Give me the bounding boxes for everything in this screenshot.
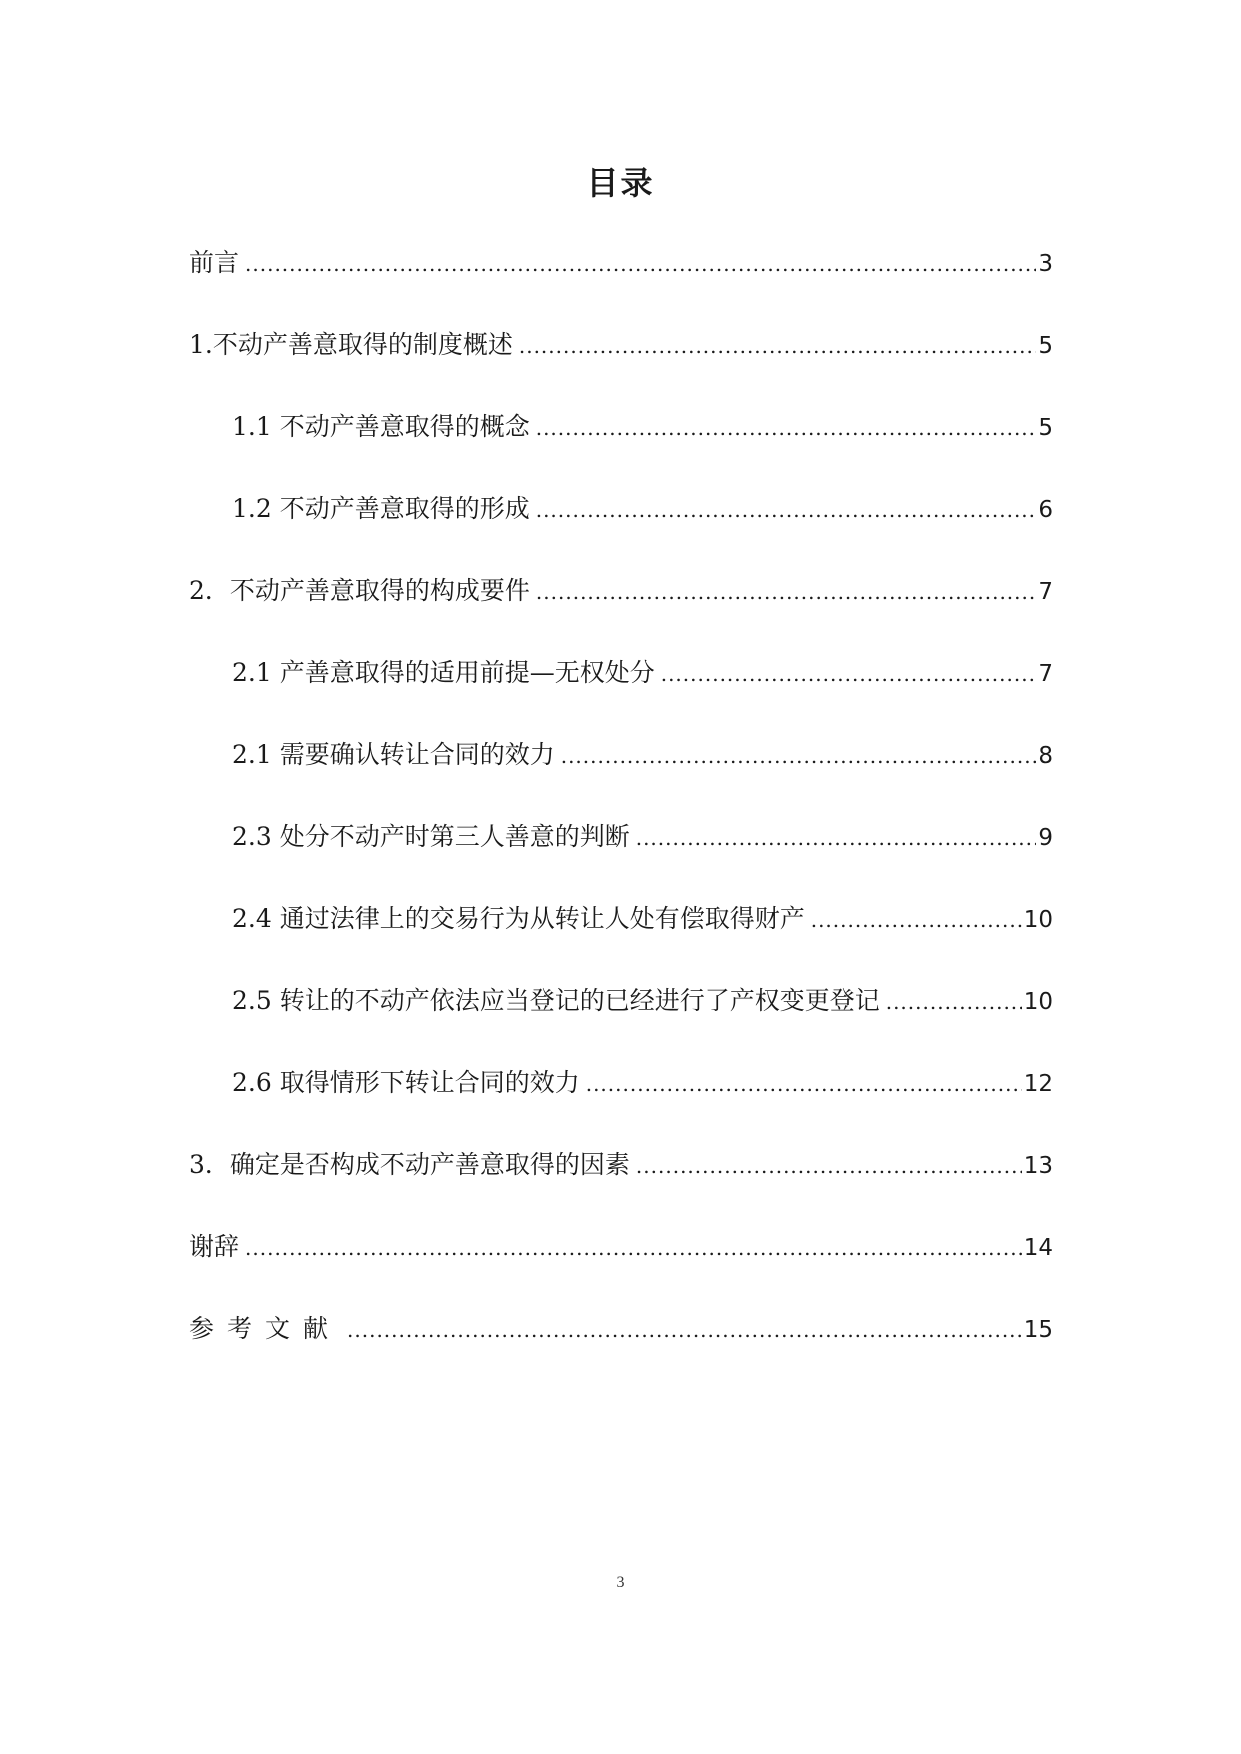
toc-entry[interactable] [189,1314,1053,1396]
toc-entry-title: 2.5 转让的不动产依法应当登记的已经进行了产权变更登记 [232,986,880,1015]
dot-leader [661,659,1037,689]
toc-entry-title: 前言 [189,248,240,277]
toc-entry-title: 1.不动产善意取得的制度概述 [189,330,513,359]
toc-entry[interactable] [189,576,1053,658]
dot-leader [245,249,1036,279]
table-of-contents [189,248,1053,1396]
toc-entry-title: 3．确定是否构成不动产善意取得的因素 [189,1150,630,1179]
toc-entry[interactable] [189,1068,1053,1150]
toc-entry-title: 谢辞 [189,1232,240,1261]
page-title: 目录 [586,164,655,202]
toc-entry-page: 7 [1038,661,1053,687]
toc-entry[interactable] [189,1150,1053,1232]
toc-entry[interactable] [189,658,1053,740]
toc-entry-page: 8 [1038,743,1053,769]
toc-entry[interactable] [189,248,1053,330]
toc-entry[interactable] [189,330,1053,412]
toc-entry-title: 2.1 产善意取得的适用前提—无权处分 [232,658,655,687]
dot-leader [811,905,1022,935]
dot-leader [536,577,1036,607]
toc-entry-title: 2.3 处分不动产时第三人善意的判断 [232,822,630,851]
dot-leader [536,495,1037,525]
toc-entry-page: 15 [1023,1317,1053,1343]
dot-leader [636,1151,1022,1181]
toc-entry-title: 2.1 需要确认转让合同的效力 [232,740,555,769]
dot-leader [347,1315,1022,1345]
dot-leader [536,413,1037,443]
toc-entry[interactable] [189,822,1053,904]
toc-entry[interactable] [189,494,1053,576]
toc-entry-page: 12 [1023,1071,1053,1097]
toc-entry[interactable] [189,740,1053,822]
toc-entry-page: 3 [1038,251,1053,277]
toc-entry-title: 2．不动产善意取得的构成要件 [189,576,530,605]
toc-entry-title: 1.1 不动产善意取得的概念 [232,412,530,441]
dot-leader [245,1233,1022,1263]
toc-entry-title: 2.4 通过法律上的交易行为从转让人处有偿取得财产 [232,904,805,933]
toc-entry-page: 5 [1038,333,1053,359]
toc-entry-title: 2.6 取得情形下转让合同的效力 [232,1068,580,1097]
page-number: 3 [616,1574,625,1591]
toc-entry-title: 参考文献 [189,1314,342,1343]
toc-entry-page: 10 [1023,989,1053,1015]
dot-leader [886,987,1022,1017]
dot-leader [636,823,1037,853]
toc-entry-page: 9 [1038,825,1053,851]
toc-entry[interactable] [189,1232,1053,1314]
toc-entry[interactable] [189,412,1053,494]
toc-entry-page: 14 [1023,1235,1053,1261]
toc-entry-page: 7 [1038,579,1053,605]
dot-leader [561,741,1037,771]
toc-entry[interactable] [189,904,1053,986]
toc-entry-page: 10 [1023,907,1053,933]
toc-entry-page: 5 [1038,415,1053,441]
dot-leader [586,1069,1022,1099]
toc-entry[interactable] [189,986,1053,1068]
dot-leader [519,331,1037,361]
toc-entry-page: 13 [1023,1153,1053,1179]
toc-entry-title: 1.2 不动产善意取得的形成 [232,494,530,523]
toc-entry-page: 6 [1038,497,1053,523]
